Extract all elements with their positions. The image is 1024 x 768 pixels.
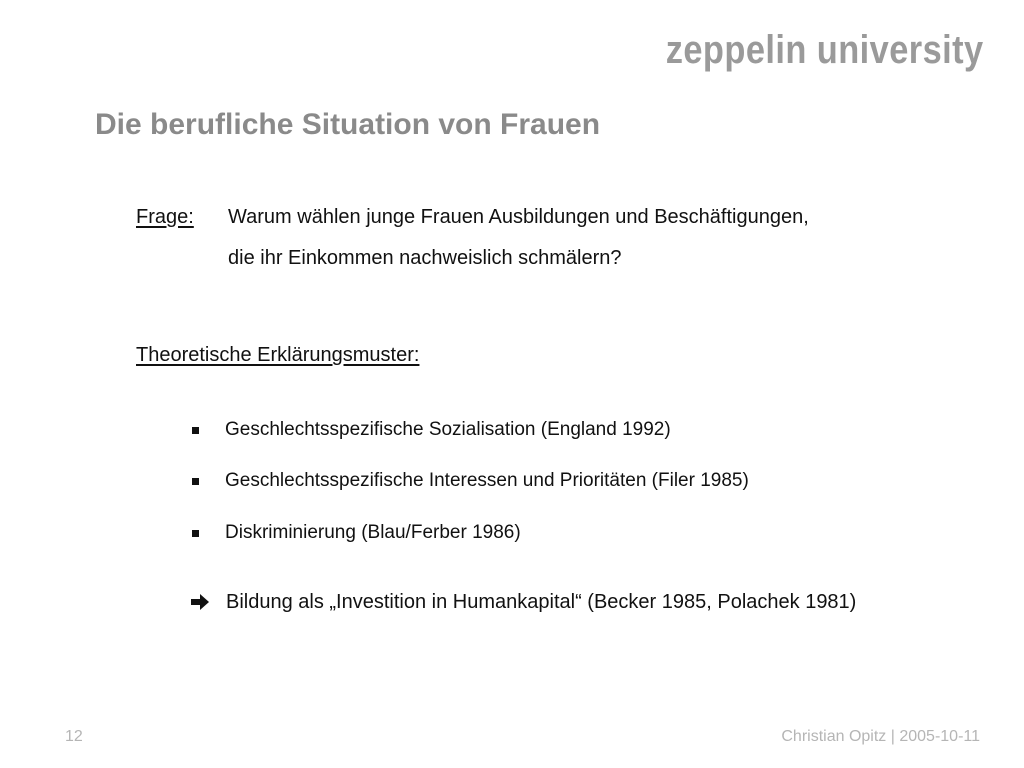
conclusion-item (190, 588, 856, 616)
slide-title: Die berufliche Situation von Frauen (95, 108, 601, 141)
bullet-text: Diskriminierung (Blau/Ferber 1986) (225, 522, 521, 543)
section-heading: Theoretische Erklärungsmuster: (136, 344, 420, 366)
footer-author-date: Christian Opitz | 2005-10-11 (781, 728, 980, 745)
bullet-item (190, 520, 521, 546)
university-logo: zeppelin university (666, 28, 984, 72)
square-bullet-icon (192, 427, 199, 434)
question-label: Frage: (136, 206, 194, 228)
square-bullet-icon (192, 478, 199, 485)
question-line-2: die ihr Einkommen nachweislich schmälern? (228, 247, 622, 269)
square-bullet-icon (192, 530, 199, 537)
page-number: 12 (65, 728, 83, 745)
right-arrow-icon (190, 593, 210, 611)
bullet-text: Geschlechtsspezifische Sozialisation (England 1992) (225, 419, 671, 440)
question-line-1: Warum wählen junge Frauen Ausbildungen und Beschäftigungen, (228, 206, 809, 228)
conclusion-text: Bildung als „Investition in Humankapital“ (Becker 1985, Polachek 1981) (226, 590, 857, 613)
bullet-text: Geschlechtsspezifische Interessen und Prioritäten (Filer 1985) (225, 470, 749, 491)
bullet-item (190, 468, 749, 494)
bullet-item (190, 417, 671, 443)
